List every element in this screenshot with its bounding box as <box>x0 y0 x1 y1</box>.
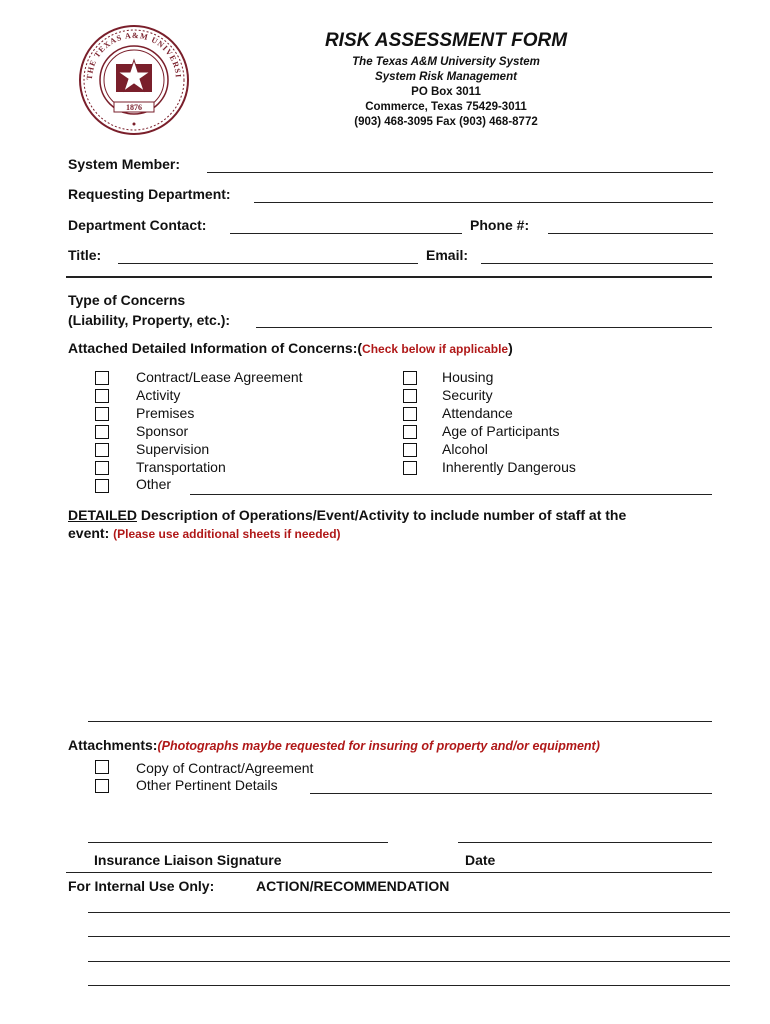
attachment-copy-of-contract: Copy of Contract/Agreement <box>136 760 314 776</box>
checkbox-transportation[interactable] <box>95 461 109 475</box>
system-member-field[interactable] <box>207 172 713 173</box>
form-title: RISK ASSESSMENT FORM <box>324 30 568 51</box>
signature-field[interactable] <box>88 842 388 843</box>
attachments-note: (Photographs maybe requested for insuring of property and/or equipment) <box>157 739 600 753</box>
description-emph: DETAILED <box>68 507 137 523</box>
description-text2: event: <box>68 525 110 541</box>
attachments-heading <box>68 737 600 755</box>
requesting-department-field[interactable] <box>254 202 713 203</box>
option-premises: Premises <box>136 405 195 421</box>
action-recommendation-label: ACTION/RECOMMENDATION <box>256 878 450 894</box>
option-security: Security <box>442 387 493 403</box>
phone-field[interactable] <box>548 233 713 234</box>
option-age-of-participants: Age of Participants <box>442 423 560 439</box>
department-contact-label: Department Contact: <box>68 217 207 233</box>
description-text: Description of Operations/Event/Activity to include number of staff at the <box>136 507 627 523</box>
recommendation-line-3[interactable] <box>88 961 730 962</box>
other-field[interactable] <box>190 494 712 495</box>
option-other: Other <box>136 476 172 492</box>
checkbox-age-of-participants[interactable] <box>403 425 417 439</box>
seal-text: THE TEXAS A&M UNIVERSI <box>84 30 184 81</box>
concerns-close: ) <box>508 340 513 356</box>
checkbox-contract-lease[interactable] <box>95 371 109 385</box>
checkbox-other-pertinent-details[interactable] <box>95 779 109 793</box>
checkbox-sponsor[interactable] <box>95 425 109 439</box>
title-label: Title: <box>68 247 102 263</box>
phone-label: Phone #: <box>470 217 530 233</box>
description-note: (Please use additional sheets if needed) <box>113 527 341 541</box>
po-box: PO Box 3011 <box>411 86 481 98</box>
option-sponsor: Sponsor <box>136 423 189 439</box>
concerns-heading <box>68 340 513 356</box>
form-header <box>290 30 602 130</box>
option-supervision: Supervision <box>136 441 210 457</box>
system-member-label: System Member: <box>68 156 181 172</box>
type-of-concerns-label: Type of Concerns <box>68 292 186 308</box>
option-contract-lease: Contract/Lease Agreement <box>136 369 303 385</box>
section-divider <box>66 276 712 278</box>
concerns-note: Check below if applicable <box>362 342 509 356</box>
city-state: Commerce, Texas 75429-3011 <box>365 101 527 113</box>
title-field[interactable] <box>118 263 418 264</box>
checkbox-security[interactable] <box>403 389 417 403</box>
dept-name: System Risk Management <box>375 71 517 83</box>
option-housing: Housing <box>442 369 494 385</box>
email-field[interactable] <box>481 263 713 264</box>
department-contact-field[interactable] <box>230 233 462 234</box>
phone-fax: (903) 468-3095 Fax (903) 468-8772 <box>354 116 538 128</box>
internal-use-label: For Internal Use Only: <box>68 878 215 894</box>
type-of-concerns-sublabel: (Liability, Property, etc.): <box>68 312 231 328</box>
checkbox-supervision[interactable] <box>95 443 109 457</box>
signature-label: Insurance Liaison Signature <box>94 852 282 868</box>
description-area[interactable] <box>68 548 712 718</box>
recommendation-line-4[interactable] <box>88 985 730 986</box>
option-alcohol: Alcohol <box>442 441 488 457</box>
date-field[interactable] <box>458 842 712 843</box>
seal-year: 1876 <box>126 103 142 112</box>
university-seal <box>78 24 190 136</box>
org-name: The Texas A&M University System <box>352 56 540 68</box>
checkbox-attendance[interactable] <box>403 407 417 421</box>
date-label: Date <box>465 852 496 868</box>
concerns-heading-text: Attached Detailed Information of Concerns:( <box>68 340 363 356</box>
description-bottom-line <box>88 721 712 722</box>
checkbox-copy-of-contract[interactable] <box>95 760 109 774</box>
signature-divider <box>66 872 712 873</box>
email-label: Email: <box>426 247 469 263</box>
option-activity: Activity <box>136 387 181 403</box>
attachments-label: Attachments: <box>68 737 158 753</box>
description-heading-line2 <box>68 525 341 541</box>
checkbox-housing[interactable] <box>403 371 417 385</box>
recommendation-line-1[interactable] <box>88 912 730 913</box>
description-heading <box>68 507 626 523</box>
attachment-other-pertinent-details: Other Pertinent Details <box>136 777 278 793</box>
checkbox-alcohol[interactable] <box>403 443 417 457</box>
checkbox-premises[interactable] <box>95 407 109 421</box>
recommendation-line-2[interactable] <box>88 936 730 937</box>
option-inherently-dangerous: Inherently Dangerous <box>442 459 576 475</box>
other-pertinent-details-field[interactable] <box>310 793 712 794</box>
checkbox-inherently-dangerous[interactable] <box>403 461 417 475</box>
type-of-concerns-field[interactable] <box>256 327 712 328</box>
option-attendance: Attendance <box>442 405 513 421</box>
requesting-department-label: Requesting Department: <box>68 186 231 202</box>
checkbox-activity[interactable] <box>95 389 109 403</box>
option-transportation: Transportation <box>136 459 226 475</box>
checkbox-other[interactable] <box>95 479 109 493</box>
